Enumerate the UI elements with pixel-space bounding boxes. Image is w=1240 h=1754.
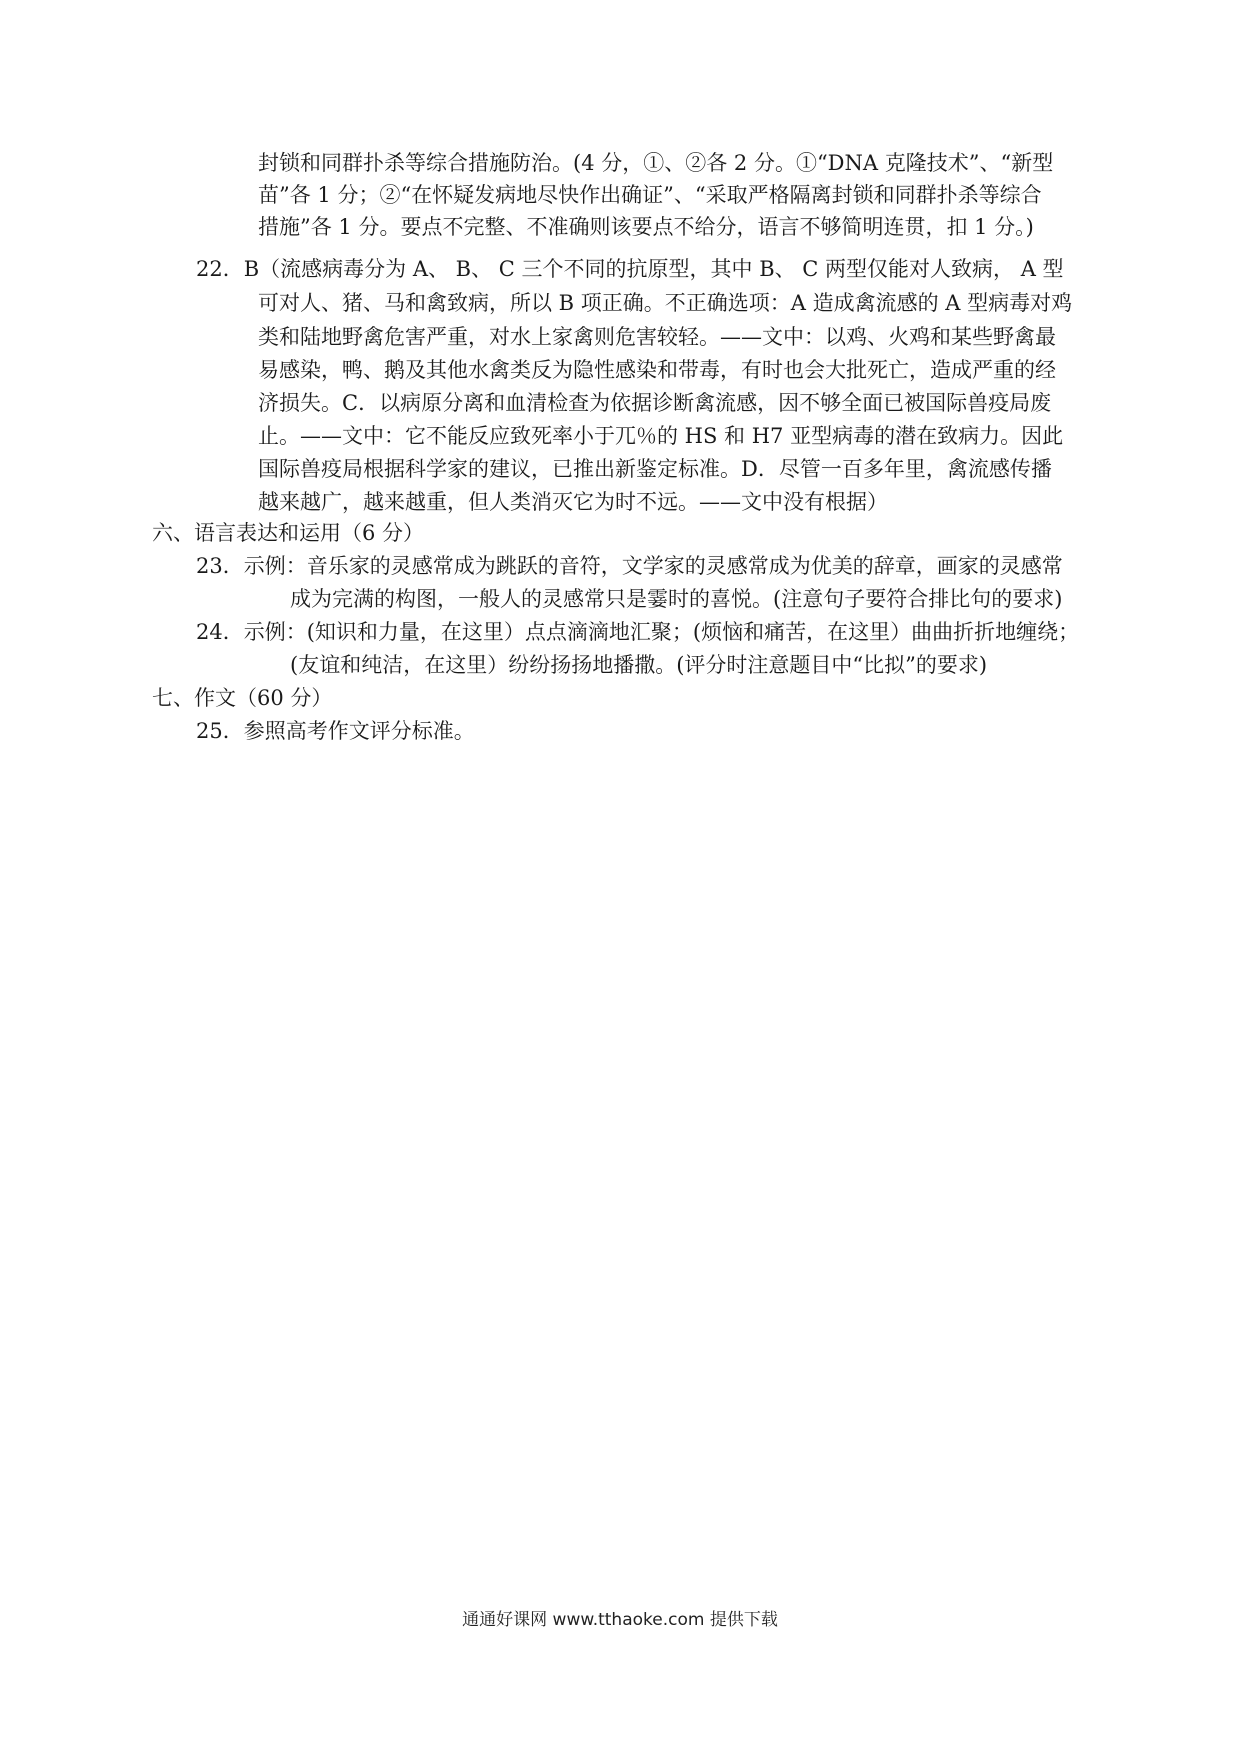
q23-line-1: 23．示例：音乐家的灵感常成为跳跃的音符，文学家的灵感常成为优美的辞章，画家的灵感常 [196,554,1063,578]
page-footer: 通通好课网 www.tthaoke.com 提供下载 [462,1610,778,1630]
q22-line-3: 类和陆地野禽危害严重，对水上家禽则危害较轻。——文中：以鸡、火鸡和某些野禽最 [258,325,1056,349]
q22-line-6: 止。——文中：它不能反应致死率小于兀％的 HS 和 H7 亚型病毒的潜在致病力。因此 [258,424,1064,448]
q21-line-1: 封锁和同群扑杀等综合措施防治。(4 分，①、②各 2 分。①“DNA 克隆技术”、“新型 [258,151,1054,175]
q21-line-2: 苗”各 1 分；②“在怀疑发病地尽快作出确证”、“采取严格隔离封锁和同群扑杀等综合 [258,183,1042,207]
q22-line-4: 易感染，鸭、鹅及其他水禽类反为隐性感染和带毒，有时也会大批死亡，造成严重的经 [258,358,1056,382]
q23-line-2: 成为完满的构图，一般人的灵感常只是霎时的喜悦。(注意句子要符合排比句的要求) [290,587,1063,611]
section-6-heading: 六、语言表达和运用（6 分） [152,521,425,545]
section-7-heading: 七、作文（60 分） [152,686,333,710]
q22-line-2: 可对人、猪、马和禽致病，所以 B 项正确。不正确选项：A 造成禽流感的 A 型病毒对鸡 [258,291,1073,315]
q21-line-3: 措施”各 1 分。要点不完整、不准确则该要点不给分，语言不够简明连贯，扣 1 分。) [258,215,1034,239]
q24-line-2: (友谊和纯洁，在这里）纷纷扬扬地播撒。(评分时注意题目中“比拟”的要求) [290,653,988,677]
q22-line-5: 济损失。C．以病原分离和血清检查为依据诊断禽流感，因不够全面已被国际兽疫局废 [258,391,1052,415]
q22-line-7: 国际兽疫局根据科学家的建议，已推出新鉴定标准。D．尽管一百多年里，禽流感传播 [258,457,1052,481]
q24-line-1: 24．示例：(知识和力量，在这里）点点滴滴地汇聚；(烦恼和痛苦，在这里）曲曲折折地缠绕； [196,620,1080,644]
q22-line-8: 越来越广，越来越重，但人类消灭它为时不远。——文中没有根据） [258,490,888,514]
q22-line-1: 22．B（流感病毒分为 A、 B、 C 三个不同的抗原型，其中 B、 C 两型仅能对人致病， A 型 [196,257,1064,281]
q25-line: 25．参照高考作文评分标准。 [196,719,475,743]
